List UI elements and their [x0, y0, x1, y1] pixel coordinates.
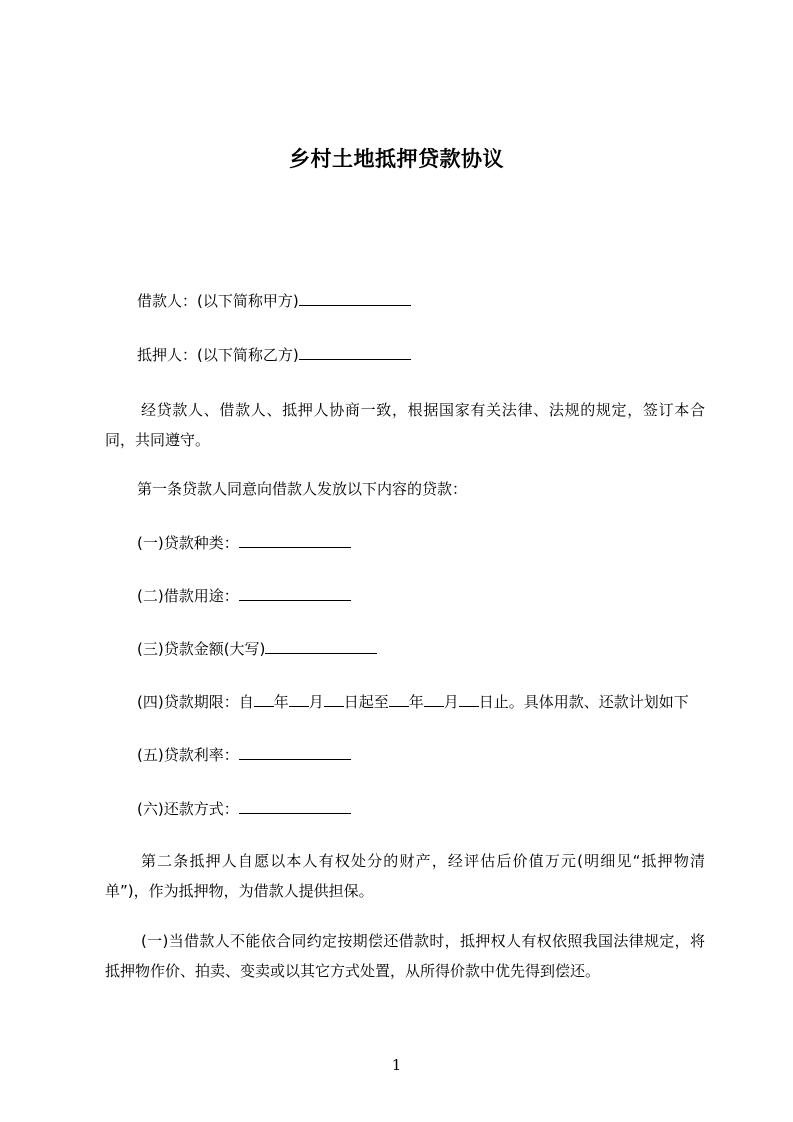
clause-1-paragraph: (一)当借款人不能依合同约定按期偿还借款时，抵押权人有权依照我国法律规定，将抵押物作价、拍卖、变卖或以其它方式处置，从所得价款中优先得到偿还。: [105, 932, 705, 980]
loan-purpose-line: [137, 586, 351, 606]
loan-rate-line: [137, 745, 351, 765]
intro-paragraph: 经贷款人、借款人、抵押人协商一致，根据国家有关法律、法规的规定，签订本合同，共同遵守。: [105, 401, 705, 449]
borrower-blank: [299, 291, 411, 306]
end-day-label: 日止。具体用款、还款计划如下: [478, 693, 689, 711]
repayment-blank: [239, 799, 351, 814]
loan-type-label: (一)贷款种类：: [137, 534, 239, 552]
loan-amount-label: (三)贷款金额(大写): [137, 640, 266, 658]
start-month-label: 月: [308, 693, 324, 711]
start-month-blank: [289, 692, 309, 707]
article-1: 第一条贷款人同意向借款人发放以下内容的贷款：: [137, 480, 468, 498]
start-year-blank: [254, 692, 274, 707]
loan-amount-line: [137, 639, 377, 659]
loan-amount-blank: [265, 639, 377, 654]
loan-rate-blank: [239, 745, 351, 760]
start-day-label: 日起至: [343, 693, 389, 711]
repayment-line: [137, 799, 351, 819]
start-day-blank: [324, 692, 344, 707]
loan-type-blank: [239, 533, 351, 548]
end-year-blank: [389, 692, 409, 707]
loan-purpose-label: (二)借款用途：: [137, 587, 239, 605]
loan-term-start-label: (四)贷款期限：自: [137, 693, 254, 711]
loan-type-line: [137, 533, 351, 553]
start-year-label: 年: [273, 693, 289, 711]
end-year-label: 年: [408, 693, 424, 711]
borrower-line: [137, 291, 411, 311]
loan-purpose-blank: [239, 586, 351, 601]
document-title: 乡村土地抵押贷款协议: [289, 147, 504, 171]
mortgagor-label: 抵押人：(以下简称乙方): [137, 346, 299, 364]
repayment-label: (六)还款方式：: [137, 800, 239, 818]
mortgagor-line: [137, 345, 411, 365]
loan-term-line: [137, 692, 689, 712]
borrower-label: 借款人：(以下简称甲方): [137, 292, 299, 310]
mortgagor-blank: [299, 345, 411, 360]
article-2-paragraph: 第二条抵押人自愿以本人有权处分的财产，经评估后价值万元(明细见“抵押物清单”)，作为抵押物，为借款人提供担保。: [105, 852, 705, 900]
loan-rate-label: (五)贷款利率：: [137, 746, 239, 764]
end-day-blank: [459, 692, 479, 707]
end-month-label: 月: [443, 693, 459, 711]
page-number: 1: [391, 1056, 402, 1074]
end-month-blank: [424, 692, 444, 707]
